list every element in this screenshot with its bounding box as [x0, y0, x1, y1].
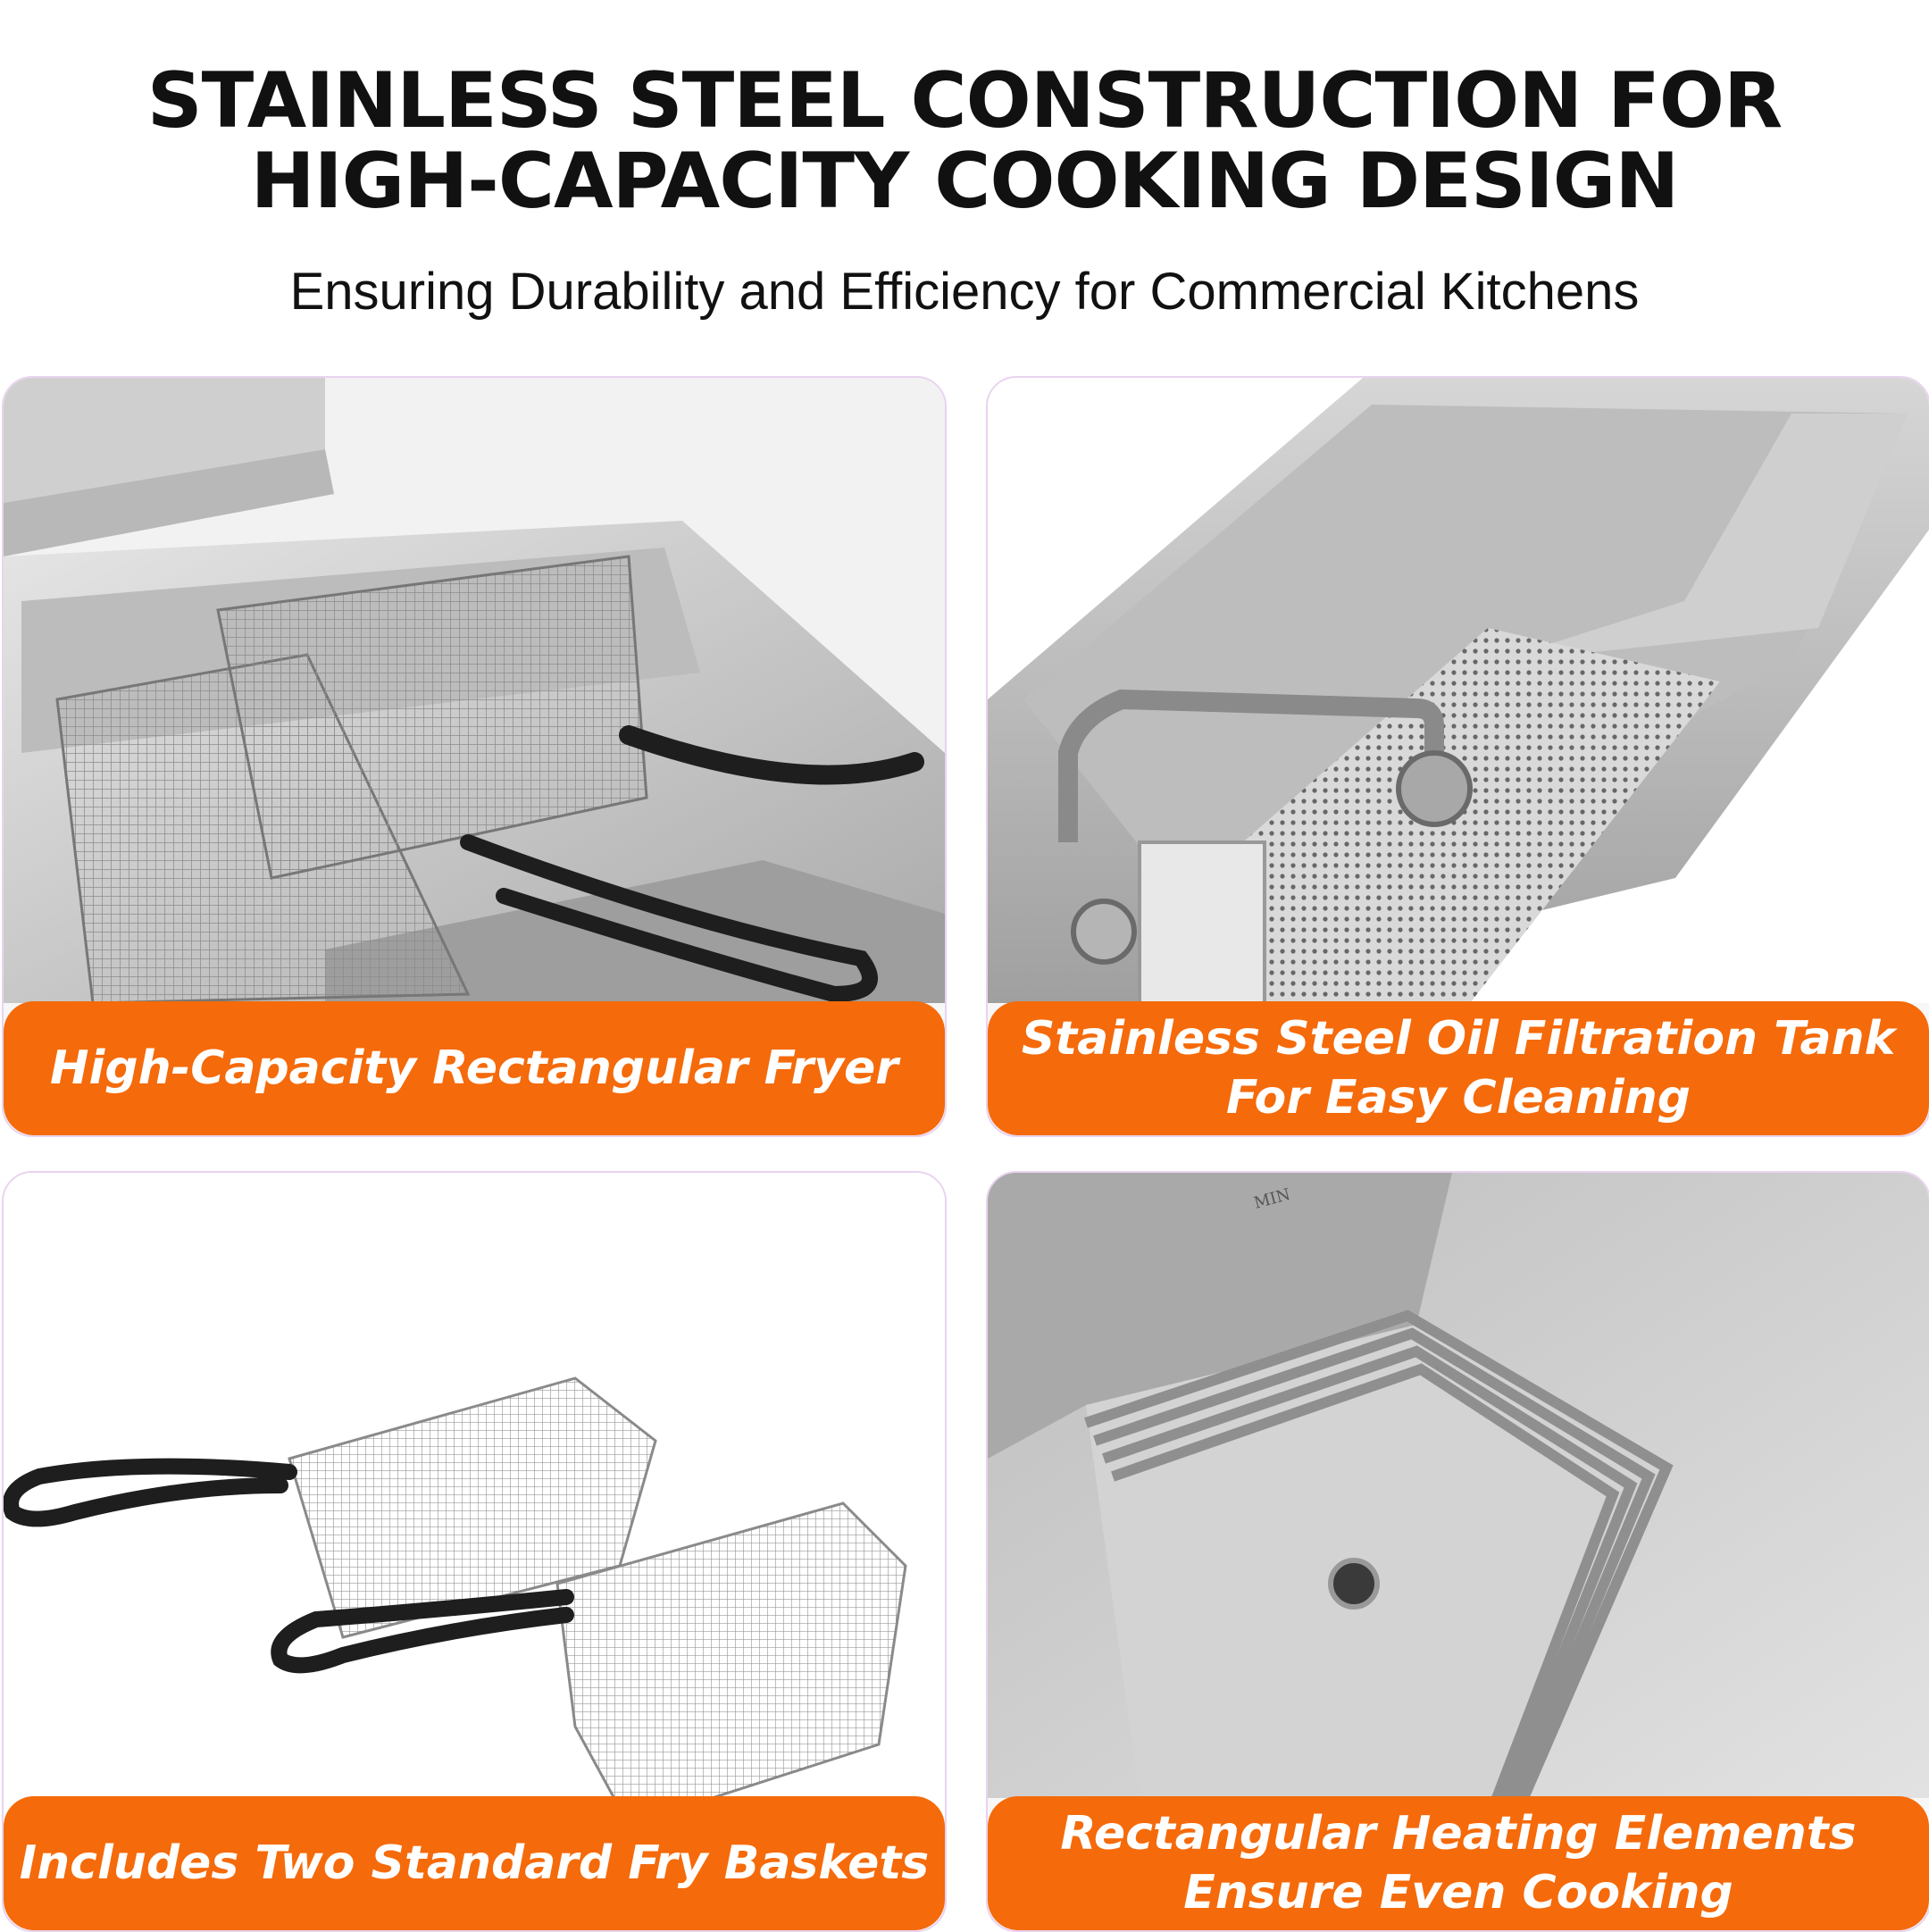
- caption-fry-baskets-text: Includes Two Standard Fry Baskets: [19, 1836, 930, 1890]
- feature-panel-fry-baskets: [2, 1171, 947, 1932]
- caption-heating-elements-text: Rectangular Heating Elements Ensure Even Cooking: [1060, 1807, 1857, 1919]
- caption-fryer-text: High-Capacity Rectangular Fryer: [50, 1041, 898, 1095]
- caption-filtration-tank: [988, 1001, 1929, 1135]
- feature-panel-fryer: [2, 376, 947, 1137]
- caption-filtration-tank-text: Stainless Steel Oil Filtration Tank For Easy Cleaning: [1021, 1012, 1896, 1125]
- feature-panel-filtration-tank: [986, 376, 1929, 1137]
- caption-fry-baskets: [4, 1796, 945, 1930]
- oil-filtration-tank-photo: [988, 378, 1929, 1003]
- caption-heating-elements: [988, 1796, 1929, 1930]
- min-marking: MIN: [1251, 1184, 1293, 1213]
- two-fry-baskets-photo: [4, 1173, 945, 1798]
- page-subtitle: Ensuring Durability and Efficiency for Commercial Kitchens: [289, 263, 1640, 321]
- feature-panel-heating-elements: [986, 1171, 1929, 1932]
- heating-elements-photo: [988, 1173, 1929, 1798]
- fryer-with-baskets-photo: [4, 378, 945, 1003]
- caption-fryer: [4, 1001, 945, 1135]
- page-title: STAINLESS STEEL CONSTRUCTION FOR HIGH-CAPACITY COOKING DESIGN: [146, 56, 1783, 226]
